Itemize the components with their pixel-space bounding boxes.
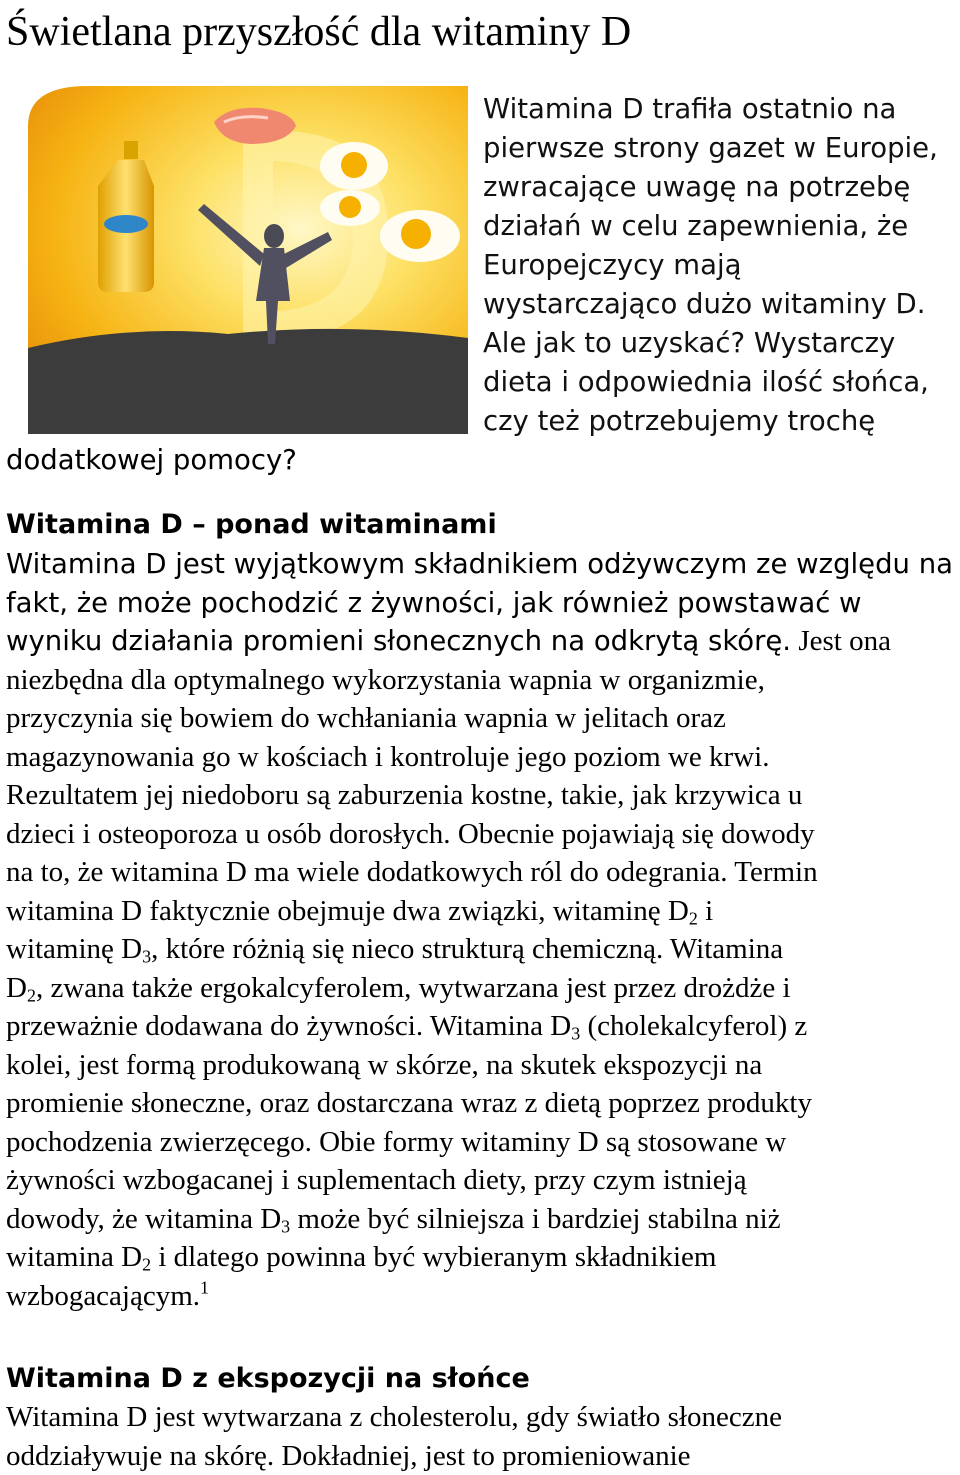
body-line: pochodzenia zwierzęcego. Obie formy witaminy D są stosowane w	[6, 1123, 958, 1162]
body-line: witamina $D_2$ i dlatego powinna być wybieranym składnikiem	[6, 1238, 958, 1277]
intro-tail-line: dodatkowej pomocy?	[6, 441, 297, 480]
body-line: promienie słoneczne, oraz dostarczana wraz z dietą poprzez produkty	[6, 1084, 958, 1123]
intro-line: dieta i odpowiednia ilość słońca,	[483, 363, 953, 402]
body-line: witamina D faktycznie obejmuje dwa związki, witaminę $D_2$ i	[6, 892, 958, 931]
body-line: Witamina D jest wytwarzana z cholesterolu, gdy światło słoneczne	[6, 1398, 958, 1437]
footnote-marker: 1	[200, 1277, 209, 1297]
section-body-beyond-vitamins	[6, 545, 958, 1315]
body-line: żywności wzbogacanej i suplementach diety, przy czym istnieją	[6, 1161, 958, 1200]
page-title: Świetlana przyszłość dla witaminy D	[6, 6, 631, 58]
body-line: dzieci i osteoporoza u osób dorosłych. Obecnie pojawiają się dowody	[6, 815, 958, 854]
section-heading-sun-exposure: Witamina D z ekspozycji na słońce	[6, 1360, 530, 1398]
intro-line: Europejczycy mają	[483, 246, 953, 285]
body-line: Rezultatem jej niedoboru są zaburzenia kostne, takie, jak krzywica u	[6, 776, 958, 815]
body-line: fakt, że może pochodzić z żywności, jak również powstawać w	[6, 584, 958, 623]
intro-line: pierwsze strony gazet w Europie,	[483, 129, 953, 168]
intro-line: zwracające uwagę na potrzebę	[483, 168, 953, 207]
intro-line: czy też potrzebujemy trochę	[483, 402, 953, 441]
body-line: przyczynia się bowiem do wchłaniania wapnia w jelitach oraz	[6, 699, 958, 738]
intro-paragraph	[483, 90, 953, 441]
intro-line: Witamina D trafiła ostatnio na	[483, 90, 953, 129]
body-line: $D_2$, zwana także ergokalcyferolem, wytwarzana jest przez drożdże i	[6, 969, 958, 1008]
body-line: na to, że witamina D ma wiele dodatkowych ról do odegrania. Termin	[6, 853, 958, 892]
vitamin-d-illustration	[28, 86, 468, 434]
body-line: dowody, że witamina $D_3$ może być silniejsza i bardziej stabilna niż	[6, 1200, 958, 1239]
body-line: magazynowania go w kościach i kontroluje jego poziom we krwi.	[6, 738, 958, 777]
intro-line: Ale jak to uzyskać? Wystarczy	[483, 324, 953, 363]
body-line: niezbędna dla optymalnego wykorzystania wapnia w organizmie,	[6, 661, 958, 700]
body-line: Witamina D jest wyjątkowym składnikiem odżywczym ze względu na	[6, 545, 958, 584]
intro-line: wystarczająco dużo witaminy D.	[483, 285, 953, 324]
body-line: kolei, jest formą produkowaną w skórze, na skutek ekspozycji na	[6, 1046, 958, 1085]
section-heading-beyond-vitamins: Witamina D – ponad witaminami	[6, 506, 497, 544]
ground-hill	[28, 329, 468, 434]
section-body-sun-exposure	[6, 1398, 958, 1475]
body-line: wzbogacającym.$^1$	[6, 1277, 958, 1316]
body-line: oddziaływuje na skórę. Dokładniej, jest to promieniowanie	[6, 1437, 958, 1475]
body-line: wyniku działania promieni słonecznych na odkrytą skórę. Jest ona	[6, 622, 958, 661]
body-line: przeważnie dodawana do żywności. Witamina $D_3$ (cholekalcyferol) z	[6, 1007, 958, 1046]
body-line: witaminę $D_3$, które różnią się nieco strukturą chemiczną. Witamina	[6, 930, 958, 969]
intro-line: działań w celu zapewnienia, że	[483, 207, 953, 246]
